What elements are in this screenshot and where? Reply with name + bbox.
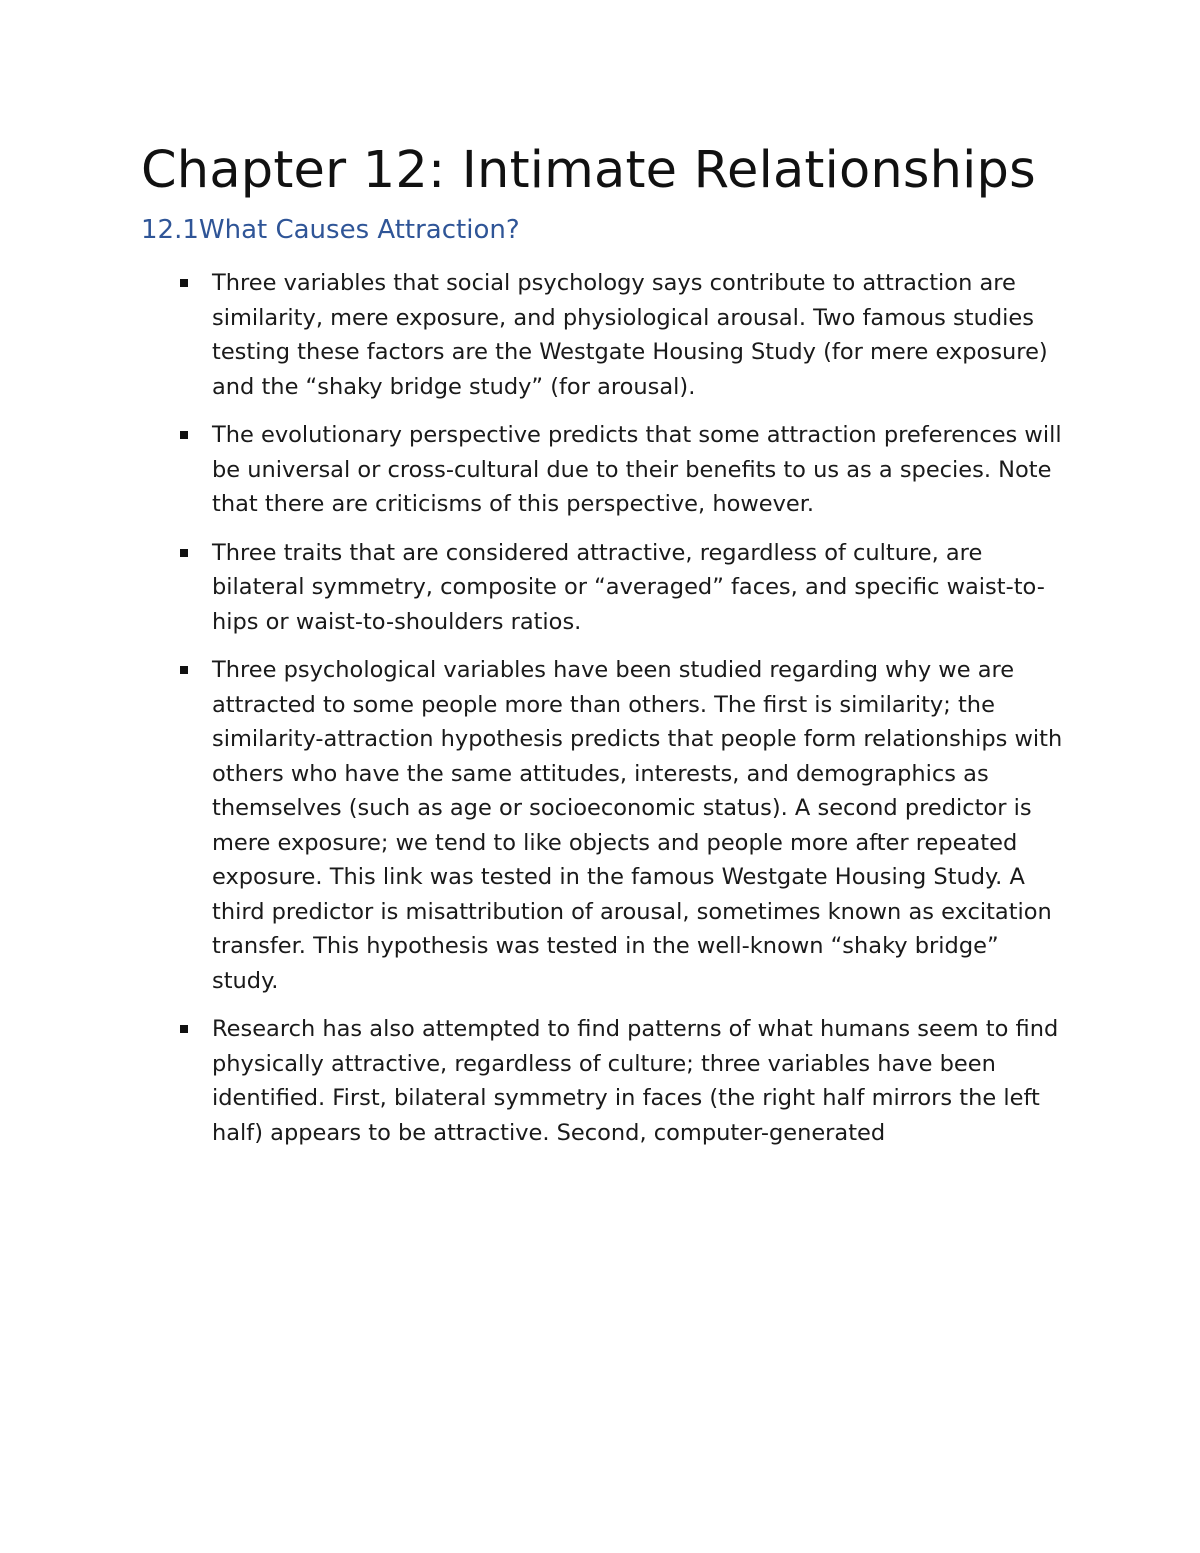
square-bullet-icon bbox=[180, 431, 188, 439]
list-item bbox=[141, 266, 1071, 404]
document-content bbox=[141, 138, 1071, 1164]
bullet-text: Three variables that social psychology says contribute to attraction are similarity, mere exposure, and physiological arousal. Two famous studies testing these factors are the Westgate Housing Study (for mere exposure) and the “shaky bridge study” (for arousal). bbox=[212, 270, 1048, 400]
list-item bbox=[141, 418, 1071, 522]
section-heading: 12.1What Causes Attraction? bbox=[141, 215, 520, 245]
square-bullet-icon bbox=[180, 1025, 188, 1033]
list-item bbox=[141, 536, 1071, 640]
bullet-text: Three psychological variables have been studied regarding why we are attracted to some people more than others. The first is similarity; the similarity-attraction hypothesis predicts that people form relationships with others who have the same attitudes, interests, and demographics as themselves (such as age or socioeconomic status). A second predictor is mere exposure; we tend to like objects and people more after repeated exposure. This link was tested in the famous Westgate Housing Study. A third predictor is misattribution of arousal, sometimes known as excitation transfer. This hypothesis was tested in the well-known “shaky bridge” study. bbox=[212, 657, 1063, 994]
bullet-text: The evolutionary perspective predicts that some attraction preferences will be universal or cross-cultural due to their benefits to us as a species. Note that there are criticisms of this perspective, however. bbox=[212, 422, 1062, 517]
list-item bbox=[141, 653, 1071, 998]
square-bullet-icon bbox=[180, 666, 188, 674]
chapter-title: Chapter 12: Intimate Relationships bbox=[141, 141, 1036, 200]
bullet-text: Research has also attempted to find patterns of what humans seem to find physically attractive, regardless of culture; three variables have been identified. First, bilateral symmetry in faces (the right half mirrors the left half) appears to be attractive. Second, computer-generated bbox=[212, 1016, 1059, 1146]
square-bullet-icon bbox=[180, 279, 188, 287]
list-item bbox=[141, 1012, 1071, 1150]
bullet-text: Three traits that are considered attractive, regardless of culture, are bilateral symmetry, composite or “averaged” faces, and specific waist-to-hips or waist-to-shoulders ratios. bbox=[212, 539, 1045, 635]
square-bullet-icon bbox=[180, 549, 188, 557]
bullet-list bbox=[141, 266, 1071, 1150]
